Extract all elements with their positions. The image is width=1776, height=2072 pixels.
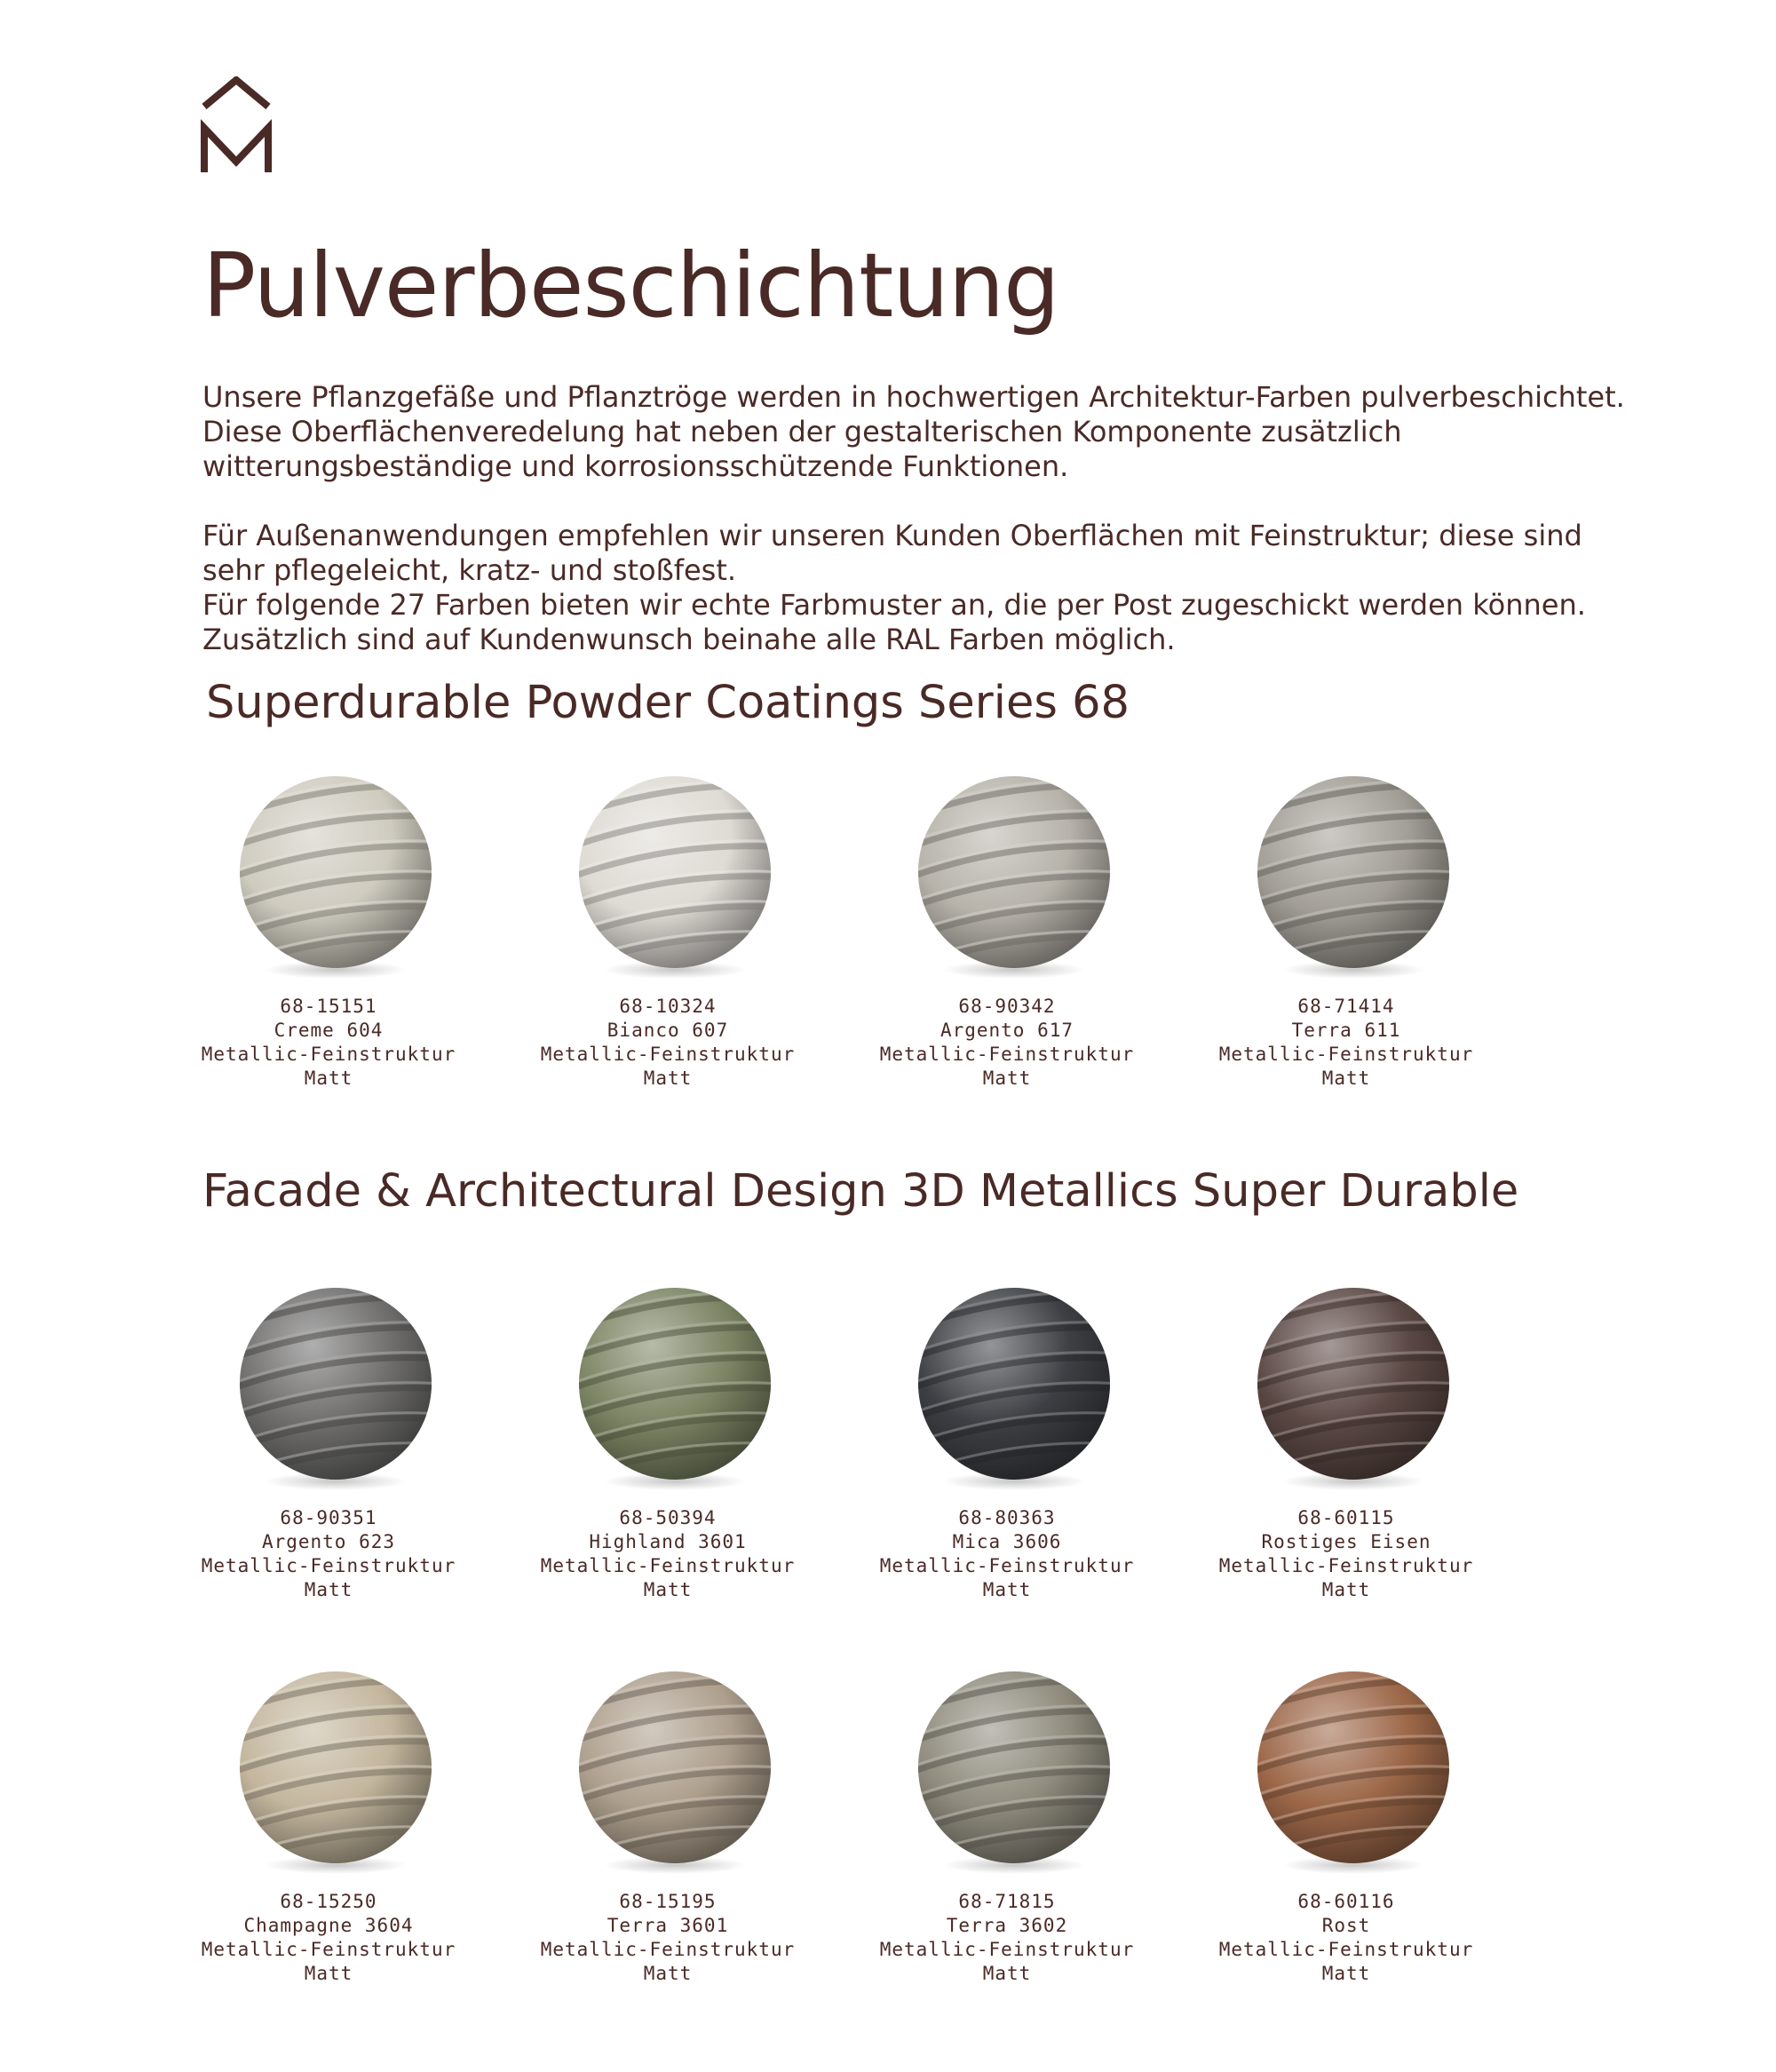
swatch-code: 68-80363 (958, 1507, 1056, 1528)
swatch-code: 68-90351 (280, 1507, 377, 1528)
swatch-name: Highland 3601 (589, 1531, 747, 1552)
swatch-name: Bianco 607 (607, 1020, 729, 1041)
intro-line: sehr pflegeleicht, kratz- und stoßfest. (202, 553, 737, 587)
am-logo-icon (201, 76, 272, 176)
swatch-caption (178, 1890, 480, 1986)
swatch-gloss: Matt (304, 1068, 353, 1089)
swatch-name: Champagne 3604 (243, 1915, 414, 1936)
coating-sphere-icon (1249, 1284, 1458, 1494)
swatch-name: Argento 617 (940, 1020, 1074, 1041)
swatch-name: Terra 611 (1291, 1020, 1401, 1041)
color-swatch (178, 1284, 480, 1657)
swatch-finish: Metallic-Feinstruktur (879, 1555, 1135, 1576)
intro-line: Für folgende 27 Farben bieten wir echte Farbmuster an, die per Post zugeschickt werden können. (202, 588, 1586, 622)
swatch-gloss: Matt (1321, 1068, 1371, 1089)
swatch-name: Rost (1321, 1915, 1371, 1936)
coating-sphere-icon (909, 1668, 1119, 1878)
color-swatch (517, 1284, 819, 1657)
swatch-finish: Metallic-Feinstruktur (1218, 1555, 1474, 1576)
swatch-name: Mica 3606 (952, 1531, 1062, 1552)
coating-sphere-icon (570, 1668, 780, 1878)
color-swatch (178, 773, 480, 1146)
color-swatch (1195, 773, 1497, 1146)
swatch-caption (1195, 1890, 1497, 1986)
coating-sphere-icon (1249, 1668, 1458, 1878)
swatch-caption (517, 1506, 819, 1602)
swatch-caption (856, 1506, 1158, 1602)
swatch-name: Creme 604 (274, 1020, 384, 1041)
intro-paragraph-2 (202, 519, 1730, 657)
swatch-finish: Metallic-Feinstruktur (201, 1044, 456, 1065)
swatch-finish: Metallic-Feinstruktur (1218, 1044, 1474, 1065)
swatch-gloss: Matt (643, 1579, 693, 1600)
color-swatch (517, 773, 819, 1146)
color-swatch (1195, 1284, 1497, 1657)
swatch-finish: Metallic-Feinstruktur (879, 1939, 1135, 1960)
color-swatch (517, 1668, 819, 2041)
swatch-code: 68-60116 (1297, 1891, 1395, 1912)
swatch-caption (178, 1506, 480, 1602)
swatch-code: 68-15151 (280, 996, 377, 1017)
swatch-name: Terra 3601 (607, 1915, 729, 1936)
swatch-code: 68-15250 (280, 1891, 377, 1912)
page-title: Pulverbeschichtung (202, 234, 1059, 337)
color-swatch (856, 1284, 1158, 1657)
swatch-gloss: Matt (643, 1068, 693, 1089)
swatch-name: Terra 3602 (946, 1915, 1068, 1936)
swatch-gloss: Matt (1321, 1579, 1371, 1600)
swatch-caption (517, 1890, 819, 1986)
swatch-finish: Metallic-Feinstruktur (201, 1939, 456, 1960)
swatch-finish: Metallic-Feinstruktur (540, 1939, 796, 1960)
swatch-name: Rostiges Eisen (1261, 1531, 1431, 1552)
swatch-gloss: Matt (304, 1963, 353, 1984)
intro-line: Diese Oberflächenveredelung hat neben der gestalterischen Komponente zusätzlich (202, 415, 1402, 449)
color-swatch (856, 773, 1158, 1146)
coating-sphere-icon (909, 773, 1119, 982)
swatch-code: 68-71815 (958, 1891, 1056, 1912)
swatch-caption (178, 995, 480, 1091)
color-swatch (856, 1668, 1158, 2041)
intro-text (202, 380, 1730, 657)
swatch-finish: Metallic-Feinstruktur (201, 1555, 456, 1576)
coating-sphere-icon (1249, 773, 1458, 982)
coating-sphere-icon (231, 1284, 440, 1494)
swatch-gloss: Matt (982, 1068, 1032, 1089)
coating-sphere-icon (570, 773, 780, 982)
intro-line: Für Außenanwendungen empfehlen wir unseren Kunden Oberflächen mit Feinstruktur; diese sind (202, 519, 1582, 552)
swatch-caption (856, 1890, 1158, 1986)
swatch-code: 68-10324 (619, 996, 717, 1017)
swatch-name: Argento 623 (261, 1531, 396, 1552)
swatch-finish: Metallic-Feinstruktur (1218, 1939, 1474, 1960)
coating-sphere-icon (231, 773, 440, 982)
swatch-caption (1195, 1506, 1497, 1602)
intro-line: Unsere Pflanzgefäße und Pflanztröge werden in hochwertigen Architektur-Farben pulverbeschichtet. (202, 380, 1625, 414)
intro-line: witterungsbeständige und korrosionsschützende Funktionen. (202, 449, 1069, 483)
swatch-gloss: Matt (982, 1963, 1032, 1984)
coating-sphere-icon (570, 1284, 780, 1494)
intro-line: Zusätzlich sind auf Kundenwunsch beinahe alle RAL Farben möglich. (202, 623, 1176, 656)
swatch-finish: Metallic-Feinstruktur (540, 1555, 796, 1576)
swatch-caption (517, 995, 819, 1091)
swatch-code: 68-71414 (1297, 996, 1395, 1017)
swatch-gloss: Matt (982, 1579, 1032, 1600)
color-swatch (1195, 1668, 1497, 2041)
coating-sphere-icon (231, 1668, 440, 1878)
swatch-gloss: Matt (1321, 1963, 1371, 1984)
swatch-finish: Metallic-Feinstruktur (540, 1044, 796, 1065)
swatch-code: 68-60115 (1297, 1507, 1395, 1528)
coating-sphere-icon (909, 1284, 1119, 1494)
swatch-caption (856, 995, 1158, 1091)
swatch-gloss: Matt (304, 1579, 353, 1600)
swatch-code: 68-90342 (958, 996, 1056, 1017)
swatch-code: 68-50394 (619, 1507, 717, 1528)
swatch-caption (1195, 995, 1497, 1091)
color-swatch (178, 1668, 480, 2041)
swatch-code: 68-15195 (619, 1891, 717, 1912)
section-title-3d-metallics: Facade & Architectural Design 3D Metallics Super Durable (202, 1165, 1519, 1218)
intro-paragraph-1 (202, 380, 1730, 484)
section-title-series-68: Superdurable Powder Coatings Series 68 (206, 677, 1130, 729)
swatch-finish: Metallic-Feinstruktur (879, 1044, 1135, 1065)
swatch-gloss: Matt (643, 1963, 693, 1984)
